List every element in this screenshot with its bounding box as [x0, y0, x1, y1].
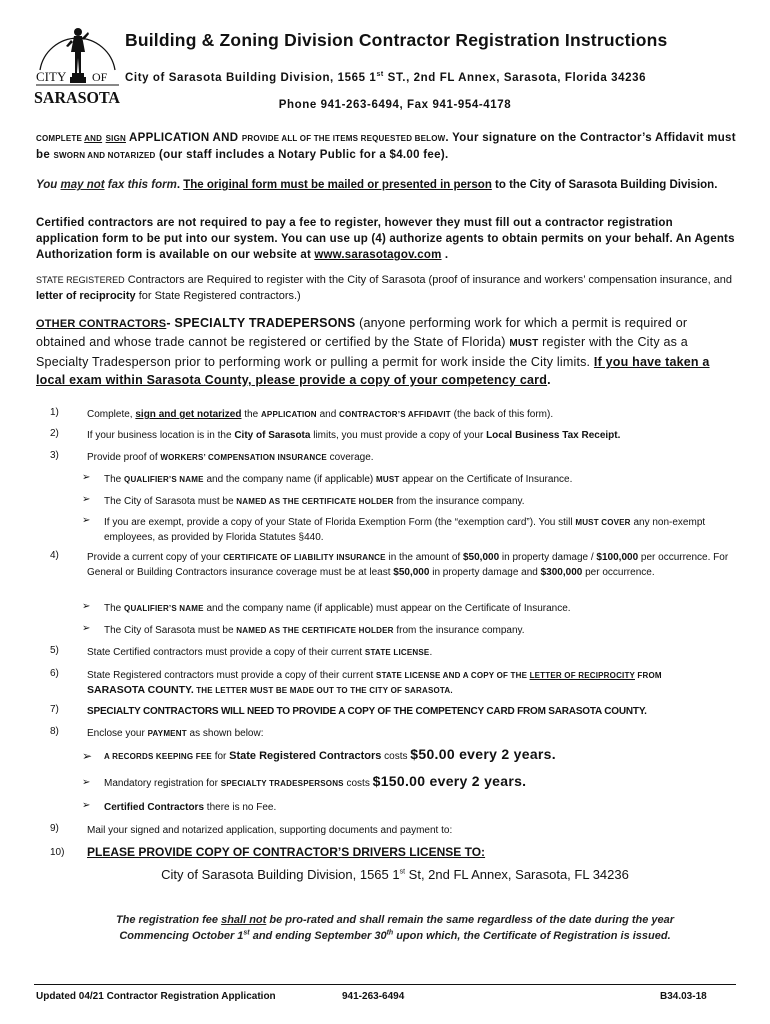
list-number: 10) — [50, 847, 65, 858]
intro-paragraph: COMPLETE AND SIGN APPLICATION AND PROVIDE ALL OF THE ITEMS REQUESTED BELOW. Your signature on the Contractor’s Affidavit must be SWORN AND NOTARIZED (our staff includes a Notary Public for a $4.00 fee). — [36, 132, 736, 161]
footer-divider — [34, 984, 736, 985]
logo-sarasota-text: SARASOTA — [34, 88, 121, 107]
list-item: If your business location is in the City of Sarasota limits, you must provide a copy of your Local Business Tax Receipt. — [87, 430, 621, 441]
logo-city-text: CITY — [36, 69, 67, 84]
registration-fee-note: The registration fee shall not be pro-rated and shall remain the same regardless of the date during the year Commencing October 1st and ending September 30th upon which, the Certificate of Registration is issued. — [115, 914, 675, 942]
list-number: 1) — [50, 407, 59, 418]
state-registered-paragraph: STATE REGISTERED Contractors are Required to register with the City of Sarasota (proof of insurance and workers’ compensation insurance, and letter of reciprocity for State Registered contractors.) — [36, 274, 733, 302]
list-item: Mandatory registration for SPECIALTY TRADESPERSONS costs $150.00 every 2 years. — [104, 773, 527, 789]
list-item: State Certified contractors must provide a copy of their current STATE LICENSE. — [87, 647, 433, 658]
list-number: 3) — [50, 450, 59, 461]
bullet-arrow-icon: ➢ — [82, 494, 91, 505]
bullet-arrow-icon: ➢ — [82, 472, 91, 483]
list-number: 2) — [50, 428, 59, 439]
list-item: Provide proof of WORKERS’ COMPENSATION INSURANCE coverage. — [87, 452, 374, 463]
footer-phone: 941-263-6494 — [342, 991, 405, 1002]
list-item: State Registered contractors must provide a copy of their current STATE LICENSE AND A COPY OF THE LETTER OF RECIPROCITY FROM SARASOTA COUNTY. THE LETTER MUST BE MADE OUT TO THE CITY OF SARASOTA. — [87, 670, 662, 696]
list-item: Mail your signed and notarized application, supporting documents and payment to: — [87, 825, 453, 836]
list-item: The City of Sarasota must be NAMED AS THE CERTIFICATE HOLDER from the insurance company. — [104, 496, 525, 507]
bullet-arrow-icon: ➢ — [82, 515, 91, 526]
division-address: City of Sarasota Building Division, 1565 1st ST., 2nd FL Annex, Sarasota, Florida 34236 — [125, 71, 647, 84]
list-item: SPECIALTY CONTRACTORS WILL NEED TO PROVIDE A COPY OF THE COMPETENCY CARD FROM SARASOTA COUNTY. — [87, 706, 647, 717]
list-number: 4) — [50, 550, 59, 561]
list-item: The City of Sarasota must be NAMED AS THE CERTIFICATE HOLDER from the insurance company. — [104, 625, 525, 636]
list-item: PLEASE PROVIDE COPY OF CONTRACTOR’S DRIVERS LICENSE TO: — [87, 845, 486, 859]
bullet-arrow-icon: ➢ — [82, 777, 91, 788]
list-number: 9) — [50, 823, 59, 834]
footer-label: Updated 04/21 Contractor Registration Application — [36, 991, 276, 1002]
bullet-arrow-icon: ➢ — [82, 800, 91, 811]
list-number: 6) — [50, 668, 59, 679]
website-link[interactable]: www.sarasotagov.com — [314, 249, 442, 261]
list-item: Provide a current copy of your CERTIFICATE OF LIABILITY INSURANCE in the amount of $50,000 in property damage / $100,000 per occurrence. For General or Building Contractors insurance coverage must be at least $50,000 in property damage and $300,000 per occurrence. — [87, 552, 729, 578]
list-item: Complete, sign and get notarized the APPLICATION and CONTRACTOR’S AFFIDAVIT (the back of this form). — [87, 409, 554, 420]
page-title: Building & Zoning Division Contractor Registration Instructions — [125, 30, 668, 50]
fax-warning-paragraph: You may not fax this form. The original form must be mailed or presented in person to the City of Sarasota Building Division. — [36, 179, 718, 191]
bullet-arrow-icon: ➢ — [82, 623, 91, 634]
list-number: 8) — [50, 726, 59, 737]
list-number: 7) — [50, 704, 59, 715]
bullet-arrow-icon: ➢ — [82, 749, 93, 763]
list-item: If you are exempt, provide a copy of your State of Florida Exemption Form (the “exemption card”). You still MUST COVER any non-exempt employees, as provided by Florida Statutes §440. — [104, 517, 706, 543]
division-phone: Phone 941-263-6494, Fax 941-954-4178 — [278, 99, 512, 111]
bullet-arrow-icon: ➢ — [82, 601, 91, 612]
other-contractors-paragraph: OTHER CONTRACTORS- SPECIALTY TRADEPERSONS (anyone performing work for which a permit is required or obtained and whose trade cannot be registered or certified by the State of Florida) MUST register with the City as a Specialty Tradesperson prior to performing work or pulling a permit for work inside the City limits. If you have taken a local exam within Sarasota County, please provide a copy of your competency card. — [36, 316, 710, 387]
list-item: The QUALIFIER’S NAME and the company name (if applicable) must appear on the Certificate of Insurance. — [104, 603, 571, 614]
list-item: A RECORDS KEEPING FEE for State Registered Contractors costs $50.00 every 2 years. — [104, 746, 556, 762]
certified-contractors-paragraph: Certified contractors are not required to pay a fee to register, however they must fill out a contractor registration application form to be put into our system. You can use up (4) authorize agents to obtain permits on your behalf. An Agents Authorization form is available on our website at www.sarasotagov.com . — [36, 217, 735, 261]
list-item: The QUALIFIER’S NAME and the company name (if applicable) MUST appear on the Certificate of Insurance. — [104, 474, 573, 485]
mailing-address: City of Sarasota Building Division, 1565 1st St, 2nd FL Annex, Sarasota, FL 34236 — [161, 867, 629, 882]
list-item: Certified Contractors there is no Fee. — [104, 802, 277, 813]
logo-of-text: OF — [92, 70, 108, 84]
list-item: Enclose your PAYMENT as shown below: — [87, 728, 264, 739]
footer-form-code: B34.03-18 — [660, 991, 707, 1002]
list-number: 5) — [50, 645, 59, 656]
